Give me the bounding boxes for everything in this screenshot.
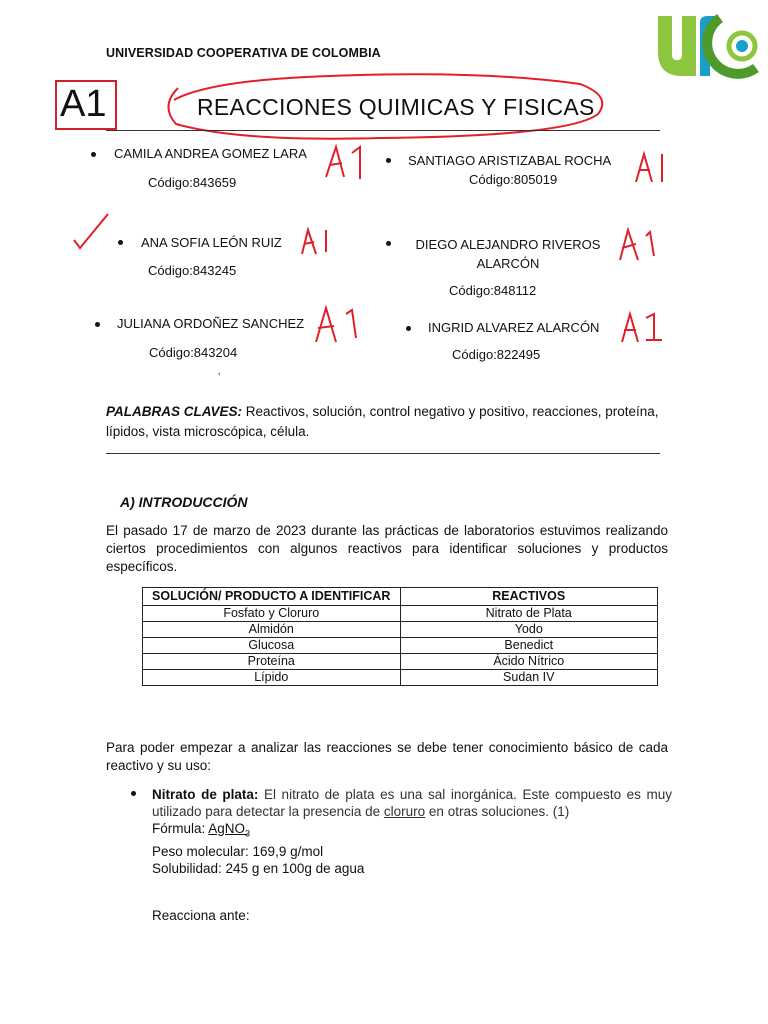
formula-label: Fórmula: — [152, 821, 209, 836]
table-row — [143, 670, 658, 686]
bullet — [406, 326, 411, 331]
nitrato-label: Nitrato de plata: — [152, 787, 259, 802]
section-heading: A) INTRODUCCIÓN — [120, 494, 248, 510]
nitrato-text: en otras soluciones. (1) — [425, 804, 570, 819]
table-cell: Sudan IV — [400, 670, 658, 686]
member-code: Código:843659 — [148, 175, 237, 190]
table-row — [143, 654, 658, 670]
member-name: DIEGO ALEJANDRO RIVEROS ALARCÓN — [415, 237, 601, 271]
table-cell: Benedict — [400, 638, 658, 654]
grade-label: A1 — [60, 83, 107, 125]
member-name: ANA SOFIA LEÓN RUIZ — [141, 235, 282, 250]
handwritten-a1-mark — [618, 310, 664, 344]
introduction-paragraph: El pasado 17 de marzo de 2023 durante las prácticas de laboratorios estuvimos realizando ciertos procedimientos con algunos reactivos para identificar soluciones y productos específicos. — [106, 523, 668, 574]
formula-value — [208, 821, 251, 839]
keywords-paragraph — [106, 402, 662, 442]
university-logo — [652, 12, 762, 84]
document-title: REACCIONES QUIMICAS Y FISICAS — [197, 94, 595, 120]
member-name: SANTIAGO ARISTIZABAL ROCHA — [408, 153, 612, 168]
member-code: Código:805019 — [469, 172, 558, 187]
university-name: UNIVERSIDAD COOPERATIVA DE COLOMBIA — [106, 46, 381, 60]
formula-line — [152, 820, 672, 843]
table-row — [143, 622, 658, 638]
member-code: Código:843204 — [149, 345, 238, 360]
cloruro-link[interactable]: cloruro — [383, 804, 426, 819]
member-code: Código:843245 — [148, 263, 237, 278]
nitrato-text: El nitrato de plata es una sal inorgánica. Este compuesto es muy utilizado para detectar la presencia de — [152, 787, 672, 819]
table-cell: Ácido Nítrico — [400, 654, 658, 670]
member-code: Código:848112 — [449, 283, 537, 298]
reacts-label: Reacciona ante: — [152, 907, 250, 923]
bullet — [95, 322, 100, 327]
bullet — [91, 152, 96, 157]
keywords-label: PALABRAS CLAVES: — [106, 404, 243, 419]
table-cell: Yodo — [400, 622, 658, 638]
handwritten-a1-mark — [616, 226, 658, 264]
table-header-cell: REACTIVOS — [400, 588, 658, 606]
solubility: Solubilidad: 245 g en 100g de agua — [152, 860, 365, 876]
bullet — [118, 240, 123, 245]
bullet — [386, 241, 391, 246]
nitrato-section — [152, 786, 672, 924]
table-header-cell: SOLUCIÓN/ PRODUCTO A IDENTIFICAR — [143, 588, 401, 606]
reagents-table — [142, 587, 658, 686]
table-row — [143, 638, 658, 654]
bullet — [386, 158, 391, 163]
table-cell: Nitrato de Plata — [400, 606, 658, 622]
member-name: JULIANA ORDOÑEZ SANCHEZ — [117, 316, 305, 331]
table-row — [143, 606, 658, 622]
keywords-rule — [106, 453, 660, 454]
title-rule — [106, 130, 660, 131]
nitrato-description — [152, 786, 672, 820]
member-code: Código:822495 — [452, 347, 541, 362]
table-cell: Almidón — [143, 622, 401, 638]
table-cell: Glucosa — [143, 638, 401, 654]
member-name: INGRID ALVAREZ ALARCÓN — [428, 320, 600, 335]
formula-base: AgNO — [208, 821, 246, 836]
keywords-text: Reactivos, solución, control negativo y positivo, reacciones, proteína, lípidos, vista microscópica, célula. — [106, 404, 659, 439]
member-name: CAMILA ANDREA GOMEZ LARA — [114, 146, 307, 161]
handwritten-a1-mark — [298, 226, 334, 256]
molecular-weight: Peso molecular: 169,9 g/mol — [152, 843, 324, 859]
bullet — [131, 791, 136, 796]
analysis-intro-paragraph: Para poder empezar a analizar las reacciones se debe tener conocimiento básico de cada reactivo y su uso: — [106, 740, 668, 773]
table-cell: Fosfato y Cloruro — [143, 606, 401, 622]
handwritten-a1-mark — [312, 304, 362, 344]
handwritten-a1-mark — [322, 141, 370, 181]
table-cell: Lípido — [143, 670, 401, 686]
table-cell: Proteína — [143, 654, 401, 670]
handwritten-check-mark — [70, 210, 112, 252]
table-header-row — [143, 588, 658, 606]
handwritten-a1-mark — [632, 150, 676, 184]
stray-mark: ‚ — [218, 366, 221, 377]
formula-subscript: 3 — [245, 828, 251, 839]
